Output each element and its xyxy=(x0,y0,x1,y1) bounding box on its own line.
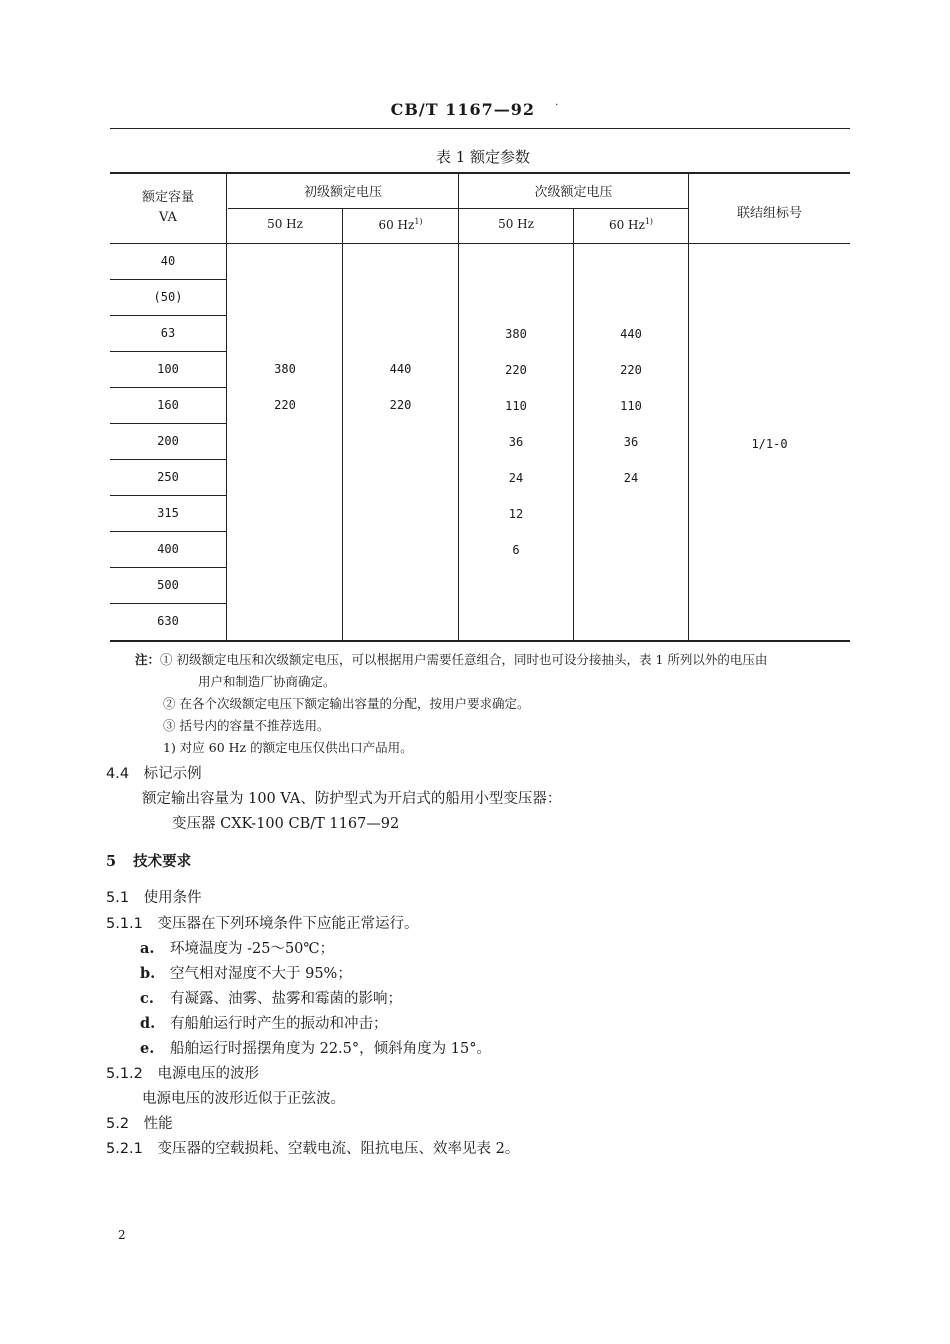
note-2: ② 在各个次级额定电压下额定输出容量的分配，按用户要求确定。 xyxy=(163,696,530,711)
section-text: 变压器在下列环境条件下应能正常运行。 xyxy=(157,916,419,932)
section-4-4-text: 额定输出容量为 100 VA、防护型式为开启式的船用小型变压器： xyxy=(142,791,562,807)
capacity-value: 315 xyxy=(157,506,179,520)
header-mark: · xyxy=(555,100,560,111)
header-secondary-50hz: 50 Hz xyxy=(498,217,534,231)
section-number: 5.1.2 xyxy=(106,1066,143,1082)
header-secondary: 次级额定电压 xyxy=(534,185,613,200)
section-number: 5.1.1 xyxy=(106,916,143,932)
section-5-1-2-heading xyxy=(106,1062,259,1083)
primary-60hz-value: 440 xyxy=(389,362,412,376)
capacity-value: 200 xyxy=(157,434,179,448)
capacity-value: 400 xyxy=(157,542,179,556)
secondary-50hz-value: 12 xyxy=(508,507,524,521)
section-5-2-1 xyxy=(106,1137,519,1158)
item-text: 环境温度为 -25～50℃； xyxy=(170,941,335,957)
marking-example: 变压器 CXK-100 CB/T 1167—92 xyxy=(172,816,400,832)
note-1-continued: 用户和制造厂协商确定。 xyxy=(198,674,336,689)
secondary-50hz-value: 24 xyxy=(508,471,524,485)
section-5-2-heading xyxy=(106,1112,173,1133)
section-number: 5.2 xyxy=(106,1116,130,1132)
item-text: 有船舶运行时产生的振动和冲击； xyxy=(170,1016,388,1032)
item-letter: b. xyxy=(140,965,156,982)
note-footnote-1: 1) 对应 60 Hz 的额定电压仅供出口产品用。 xyxy=(163,740,413,755)
secondary-50hz-value: 380 xyxy=(505,327,527,341)
section-title: 性能 xyxy=(143,1116,173,1132)
section-number: 5 xyxy=(106,853,117,870)
table-col-rule xyxy=(688,172,689,640)
header-primary-50hz: 50 Hz xyxy=(267,217,303,231)
note-1-text: ① 初级额定电压和次级额定电压，可以根据用户需要任意组合，同时也可设分接抽头，表 1 所列以外的电压由 xyxy=(160,652,768,667)
capacity-value: 630 xyxy=(157,614,179,628)
capacity-value: 250 xyxy=(157,470,179,484)
note-3: ③ 括号内的容量不推荐选用。 xyxy=(163,718,330,733)
capacity-value: (50) xyxy=(153,290,183,304)
primary-50hz-value: 220 xyxy=(274,398,296,412)
section-5-1-2-text: 电源电压的波形近似于正弦波。 xyxy=(142,1091,345,1107)
item-text: 空气相对湿度不大于 95%； xyxy=(170,966,352,982)
condition-item xyxy=(140,962,352,983)
table-caption: 表 1 额定参数 xyxy=(435,148,531,166)
header-primary-60hz: 60 Hz$^{1)}$ xyxy=(378,217,423,232)
condition-item xyxy=(140,987,402,1008)
section-number: 5.1 xyxy=(106,890,130,906)
capacity-value: 40 xyxy=(160,254,176,268)
table-top-rule xyxy=(110,172,850,174)
capacity-value: 160 xyxy=(157,398,179,412)
capacity-row-rule xyxy=(110,459,226,460)
capacity-value: 63 xyxy=(160,326,176,340)
item-text: 船舶运行时摇摆角度为 22.5°，倾斜角度为 15°。 xyxy=(170,1041,491,1057)
table-col-rule xyxy=(573,208,574,640)
table-col-rule xyxy=(342,208,343,640)
section-title: 技术要求 xyxy=(133,853,192,870)
capacity-row-rule xyxy=(110,603,226,604)
item-text: 有凝露、油雾、盐雾和霉菌的影响； xyxy=(170,991,402,1007)
item-letter: c. xyxy=(140,990,154,1007)
section-text: 变压器的空载损耗、空载电流、阻抗电压、效率见表 2。 xyxy=(157,1141,520,1157)
table-header-rule xyxy=(110,243,850,244)
item-letter: a. xyxy=(140,940,155,957)
header-secondary-60hz: 60 Hz$^{1)}$ xyxy=(608,217,654,232)
section-5-1-heading xyxy=(106,886,202,907)
header-capacity-unit: VA xyxy=(159,210,177,225)
header-connection-group: 联结组标号 xyxy=(736,206,802,221)
section-number: 4.4 xyxy=(106,766,130,782)
section-5-1-1 xyxy=(106,912,419,933)
secondary-60hz-value: 24 xyxy=(623,471,639,485)
secondary-50hz-value: 110 xyxy=(505,399,527,413)
capacity-row-rule xyxy=(110,495,226,496)
capacity-row-rule xyxy=(110,387,226,388)
capacity-row-rule xyxy=(110,315,226,316)
header-capacity: 额定容量 xyxy=(141,190,194,205)
page-number: 2 xyxy=(118,1228,126,1242)
condition-item xyxy=(140,1012,388,1033)
secondary-60hz-value: 440 xyxy=(620,327,642,341)
item-letter: e. xyxy=(140,1040,155,1057)
note-prefix: 注： xyxy=(135,652,161,667)
secondary-60hz-value: 36 xyxy=(623,435,639,449)
secondary-60hz-value: 220 xyxy=(620,363,642,377)
section-title: 使用条件 xyxy=(143,890,202,906)
capacity-row-rule xyxy=(110,279,226,280)
secondary-50hz-value: 220 xyxy=(505,363,527,377)
secondary-60hz-value: 110 xyxy=(620,399,642,413)
section-4-4-heading xyxy=(106,762,202,783)
header-primary: 初级额定电压 xyxy=(303,185,382,200)
note-1 xyxy=(135,650,767,668)
table-col-rule xyxy=(226,172,227,640)
condition-item xyxy=(140,937,334,958)
capacity-row-rule xyxy=(110,351,226,352)
secondary-50hz-value: 6 xyxy=(512,543,520,557)
capacity-value: 500 xyxy=(157,578,179,592)
section-title: 电源电压的波形 xyxy=(157,1066,260,1082)
primary-50hz-value: 380 xyxy=(274,362,296,376)
capacity-row-rule xyxy=(110,567,226,568)
item-letter: d. xyxy=(140,1015,156,1032)
condition-item xyxy=(140,1037,491,1058)
connection-group-value: 1/1-0 xyxy=(751,437,788,451)
table-bottom-rule xyxy=(110,640,850,642)
standard-code: CB/T 1167—92 xyxy=(390,100,536,119)
primary-60hz-value: 220 xyxy=(389,398,412,412)
section-number: 5.2.1 xyxy=(106,1141,143,1157)
section-title: 标记示例 xyxy=(143,766,202,782)
section-5-heading xyxy=(106,850,191,871)
secondary-50hz-value: 36 xyxy=(508,435,524,449)
capacity-row-rule xyxy=(110,423,226,424)
capacity-row-rule xyxy=(110,531,226,532)
capacity-value: 100 xyxy=(157,362,179,376)
